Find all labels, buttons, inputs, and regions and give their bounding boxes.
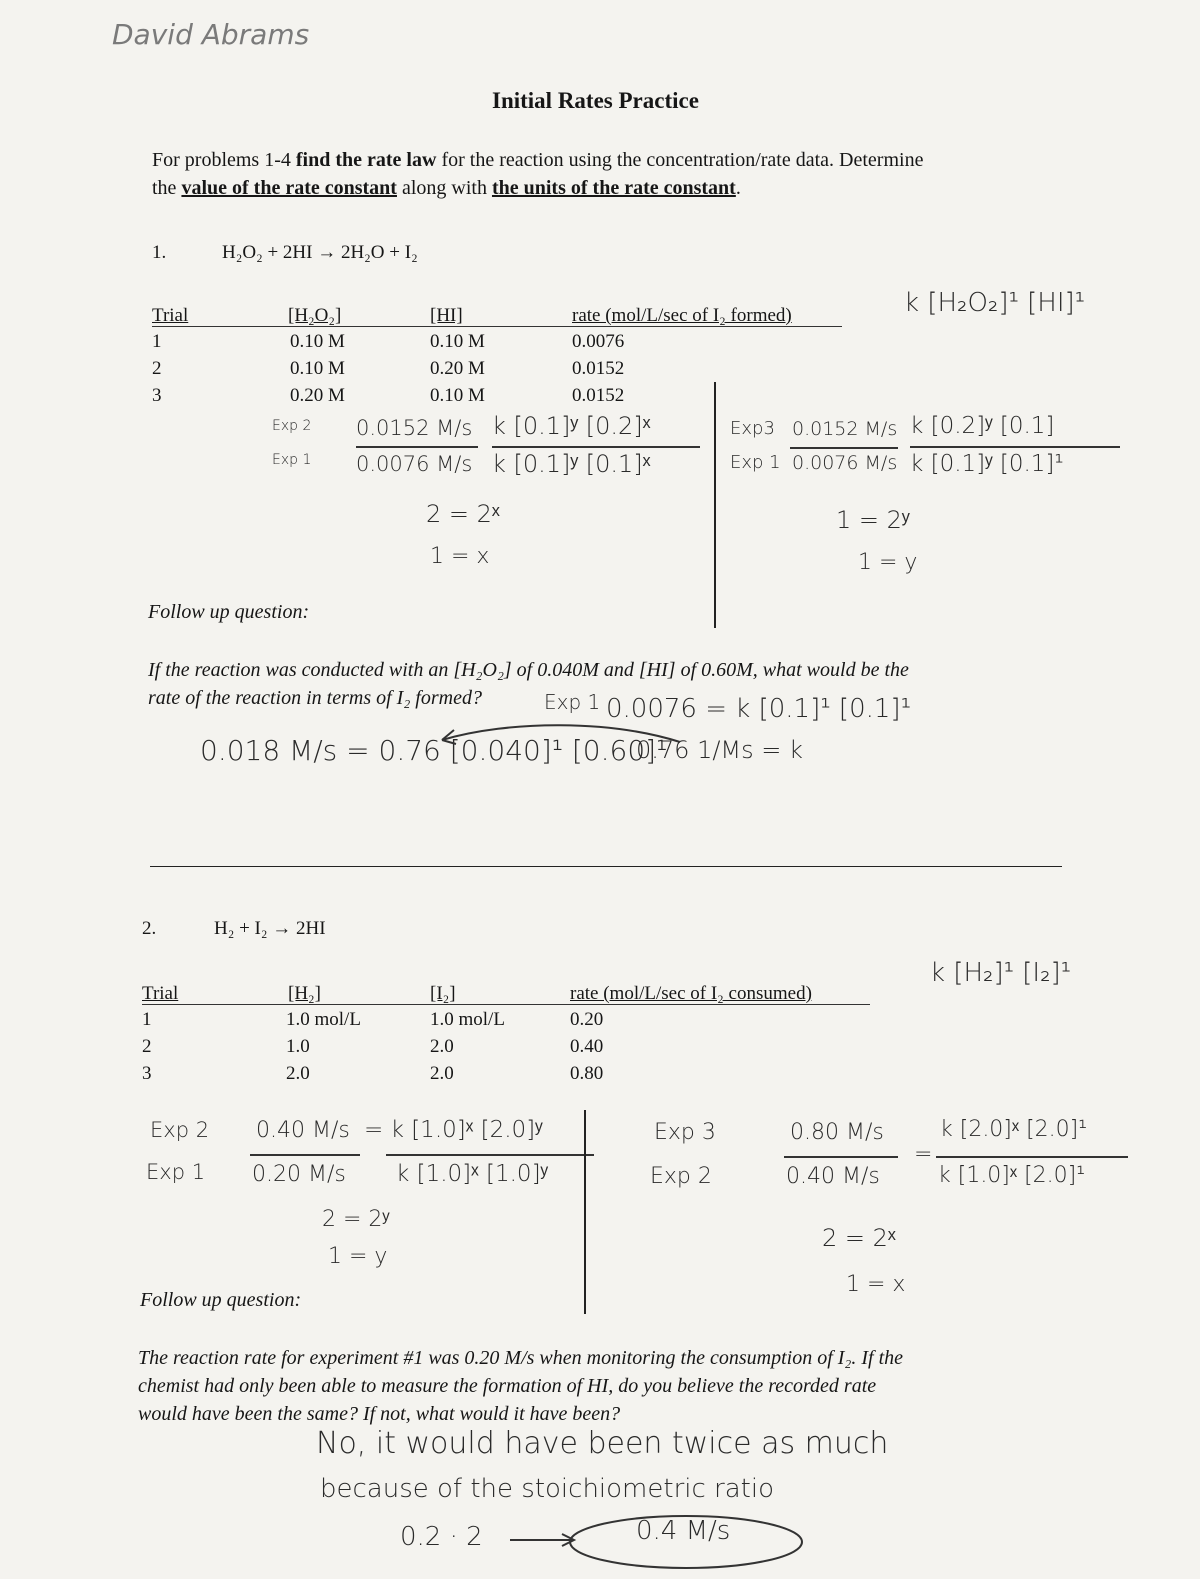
problem-2-reaction: H₂ + I₂ → 2HI bbox=[214, 918, 326, 939]
follow-up-question-line: chemist had only been able to measure the formation of HI, do you believe the recorded rate bbox=[138, 1375, 877, 1397]
work-step: 2 = 2ˣ bbox=[822, 1224, 896, 1252]
handwritten-label: Exp 1 bbox=[544, 690, 601, 714]
work-expression: k [2.0]ˣ [2.0]¹ bbox=[940, 1117, 1088, 1142]
work-expression: k [0.1]ʸ [0.2]ˣ bbox=[492, 412, 651, 440]
work-rate: 0.40 M/s bbox=[256, 1118, 350, 1143]
fraction-bar bbox=[250, 1154, 360, 1156]
table-cell: 0.0152 bbox=[572, 358, 625, 379]
table-cell: 0.20 M bbox=[290, 385, 345, 406]
work-label: Exp 1 bbox=[272, 452, 312, 468]
table-header: Trial bbox=[142, 983, 179, 1004]
work-rate: 0.20 M/s bbox=[252, 1162, 346, 1187]
instructions bbox=[152, 146, 923, 202]
work-step: 1 = 2ʸ bbox=[836, 506, 910, 534]
table-cell: 0.10 M bbox=[290, 331, 345, 352]
table-cell: 0.40 bbox=[570, 1036, 604, 1057]
table-cell: 2 bbox=[152, 358, 162, 379]
fraction-bar bbox=[790, 447, 898, 449]
work-step: 2 = 2ʸ bbox=[322, 1207, 390, 1232]
work-label: Exp 1 bbox=[146, 1160, 206, 1184]
table-header: rate (mol/L/sec of I₂ formed) bbox=[572, 305, 792, 326]
instructions-line-2: the value of the rate constant along with the units of the rate constant. bbox=[152, 177, 741, 199]
work-step: 1 = x bbox=[430, 544, 490, 569]
handwritten-k-value: 0.76 1/Ms = k bbox=[636, 736, 803, 764]
table-cell: 0.0076 bbox=[572, 331, 625, 352]
work-label: Exp 3 bbox=[654, 1120, 716, 1145]
table-cell: 0.20 M bbox=[430, 358, 485, 379]
table-cell: 0.20 bbox=[570, 1009, 604, 1030]
problem-1-table bbox=[152, 302, 852, 412]
table-cell: 2.0 bbox=[286, 1063, 310, 1084]
follow-up-question-line: rate of the reaction in terms of I₂ formed? bbox=[148, 687, 482, 709]
fraction-bar bbox=[386, 1154, 594, 1156]
handwritten-answer-line: No, it would have been twice as much bbox=[316, 1426, 889, 1461]
work-label: Exp 2 bbox=[272, 418, 312, 434]
work-rate: 0.0076 M/s bbox=[356, 452, 473, 476]
table-cell: 1.0 bbox=[286, 1036, 310, 1057]
handwritten-rate-answer: 0.018 M/s = 0.76 [0.040]¹ [0.60]¹ bbox=[200, 734, 668, 767]
table-header: [H₂O₂] bbox=[288, 305, 342, 326]
follow-up-question-line: If the reaction was conducted with an [H₂O₂] of 0.040M and [HI] of 0.60M, what would be the bbox=[148, 659, 909, 681]
work-rate: 0.0076 M/s bbox=[792, 452, 898, 474]
work-step: 2 = 2ˣ bbox=[426, 500, 500, 528]
work-divider bbox=[714, 382, 716, 628]
follow-up-label: Follow up question: bbox=[140, 1289, 302, 1311]
table-cell: 0.10 M bbox=[290, 358, 345, 379]
work-expression: k [0.1]ʸ [0.1]ˣ bbox=[492, 450, 651, 478]
work-divider bbox=[584, 1110, 586, 1314]
table-cell: 0.80 bbox=[570, 1063, 604, 1084]
work-expression: k [0.1]ʸ [0.1]¹ bbox=[910, 451, 1064, 477]
table-cell: 1.0 mol/L bbox=[430, 1009, 505, 1030]
section-divider bbox=[150, 866, 1062, 867]
work-label: Exp 2 bbox=[150, 1118, 210, 1142]
handwritten-k-calculation: 0.0076 = k [0.1]¹ [0.1]¹ bbox=[606, 694, 911, 724]
handwritten-answer-line: because of the stoichiometric ratio bbox=[320, 1474, 774, 1504]
handwritten-arrow bbox=[430, 716, 690, 756]
instructions-line-1: For problems 1-4 find the rate law for the reaction using the concentration/rate data. Determine bbox=[152, 149, 924, 171]
fraction-bar bbox=[784, 1156, 898, 1158]
table-cell: 2 bbox=[142, 1036, 152, 1057]
problem-1-number: 1. bbox=[152, 242, 167, 263]
table-cell: 1.0 mol/L bbox=[286, 1009, 361, 1030]
equals-sign: = bbox=[914, 1142, 933, 1167]
work-step: 1 = y bbox=[328, 1244, 388, 1269]
work-expression: k [1.0]ˣ [2.0]¹ bbox=[938, 1163, 1086, 1188]
work-rate: 0.0152 M/s bbox=[356, 416, 473, 440]
table-cell: 0.10 M bbox=[430, 331, 485, 352]
problem-2-table bbox=[142, 980, 882, 1090]
work-expression: = k [1.0]ˣ [2.0]ʸ bbox=[364, 1117, 543, 1143]
work-label: Exp3 bbox=[730, 418, 775, 439]
follow-up-question-line: would have been the same? If not, what would it have been? bbox=[138, 1403, 621, 1425]
work-rate: 0.0152 M/s bbox=[792, 418, 898, 440]
problem-1-reaction: H₂O₂ + 2HI → 2H₂O + I₂ bbox=[222, 242, 418, 263]
fraction-bar bbox=[936, 1156, 1128, 1158]
table-cell: 3 bbox=[142, 1063, 152, 1084]
work-label: Exp 1 bbox=[730, 452, 781, 473]
follow-up-label: Follow up question: bbox=[148, 601, 310, 623]
handwritten-final-answer: 0.4 M/s bbox=[636, 1516, 731, 1546]
problem-1-rate-law-handwritten: k [H₂O₂]¹ [HI]¹ bbox=[904, 288, 1086, 318]
table-header: Trial bbox=[152, 305, 189, 326]
table-cell: 2.0 bbox=[430, 1036, 454, 1057]
work-rate: 0.80 M/s bbox=[790, 1120, 884, 1145]
table-header: [HI] bbox=[430, 305, 463, 326]
table-cell: 0.0152 bbox=[572, 385, 625, 406]
table-cell: 0.10 M bbox=[430, 385, 485, 406]
fraction-bar bbox=[356, 446, 478, 448]
table-header: [H₂] bbox=[288, 983, 321, 1004]
work-label: Exp 2 bbox=[650, 1164, 712, 1189]
follow-up-question-line: The reaction rate for experiment #1 was 0.20 M/s when monitoring the consumption of I₂. If the bbox=[138, 1347, 904, 1369]
work-rate: 0.40 M/s bbox=[786, 1164, 880, 1189]
table-cell: 3 bbox=[152, 385, 162, 406]
work-step: 1 = x bbox=[846, 1272, 906, 1297]
problem-2-number: 2. bbox=[142, 918, 157, 939]
work-expression: k [0.2]ʸ [0.1] bbox=[910, 413, 1055, 439]
table-cell: 2.0 bbox=[430, 1063, 454, 1084]
problem-2-rate-law-handwritten: k [H₂]¹ [I₂]¹ bbox=[930, 958, 1072, 988]
fraction-bar bbox=[492, 446, 700, 448]
work-step: 1 = y bbox=[858, 550, 918, 575]
student-signature: David Abrams bbox=[112, 18, 310, 51]
page-title: Initial Rates Practice bbox=[492, 88, 699, 113]
handwritten-answer-calc: 0.2 · 2 bbox=[400, 1522, 483, 1552]
table-cell: 1 bbox=[152, 331, 162, 352]
fraction-bar bbox=[910, 446, 1120, 448]
table-header: rate (mol/L/sec of I₂ consumed) bbox=[570, 983, 812, 1004]
table-cell: 1 bbox=[142, 1009, 152, 1030]
table-header: [I₂] bbox=[430, 983, 456, 1004]
work-expression: k [1.0]ˣ [1.0]ʸ bbox=[396, 1161, 548, 1187]
